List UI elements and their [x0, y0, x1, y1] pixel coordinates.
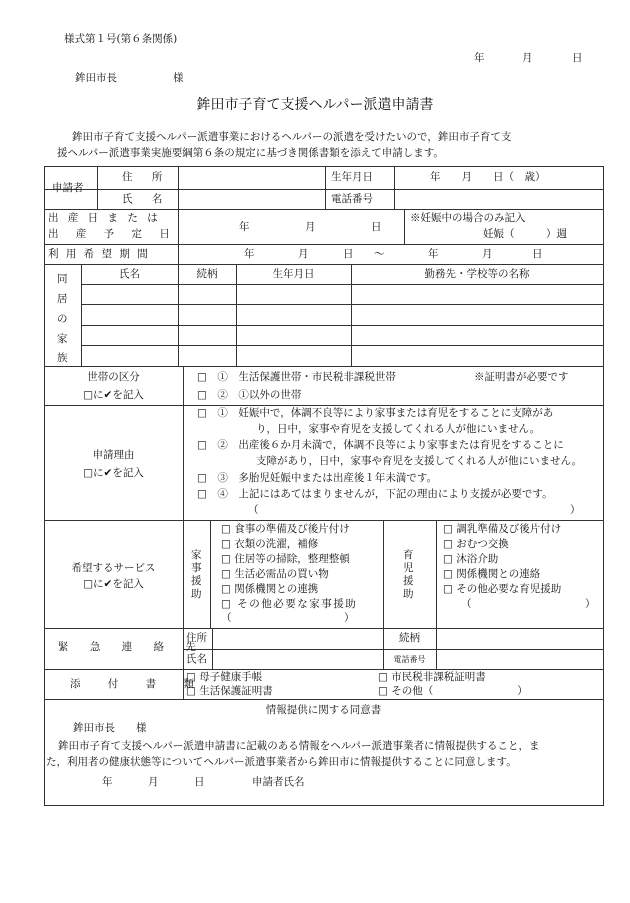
household-option-1[interactable]: □ ① 生活保護世帯・市民税非課税世帯 — [197, 371, 396, 383]
applicant-name-label: 氏 名 — [122, 193, 171, 205]
attachment-other[interactable]: □ その他（ ） — [378, 685, 528, 697]
childcare-item-diaper[interactable]: □ おむつ交換 — [443, 538, 509, 550]
housework-paren-close: ） — [344, 612, 355, 624]
consent-applicant-label: 申請者氏名 — [252, 776, 305, 788]
housework-item-liaison[interactable]: □ 関係機関との連携 — [221, 583, 319, 595]
housework-item-laundry[interactable]: □ 衣類の洗濯，補修 — [221, 538, 319, 550]
childcare-item-formula[interactable]: □ 調乳準備及び後片付け — [443, 523, 562, 535]
family-side-1: 同 — [57, 273, 68, 285]
due-label-1: 出 産 日 ま た は — [48, 212, 161, 224]
intro-line-2: 援ヘルパー派遣事業実施要綱第６条の規定に基づき関係書類を添えて申請します。 — [57, 147, 444, 159]
reason-option-1[interactable]: □ ① 妊娠中で，体調不良等により家事または育児をすることに支障があ — [197, 407, 554, 419]
due-weeks: 妊娠（ ）週 — [483, 228, 567, 240]
consent-date-month: 月 — [148, 776, 159, 788]
reason-paren-close: ） — [570, 504, 581, 516]
applicant-name-input[interactable] — [179, 190, 324, 208]
emergency-label: 緊 急 連 絡 先 — [58, 641, 205, 653]
reason-other-input[interactable] — [260, 503, 565, 518]
childcare-item-liaison[interactable]: □ 関係機関との連絡 — [443, 568, 541, 580]
household-option-1-note: ※証明書が必要です — [474, 371, 569, 383]
reason-instruction: □に✔を記入 — [83, 467, 144, 479]
due-year: 年 — [239, 221, 250, 233]
emergency-name-input[interactable] — [213, 650, 382, 668]
childcare-paren-close: ） — [585, 598, 596, 610]
family-header-workplace: 勤務先・学校等の名称 — [424, 268, 530, 280]
family-side-5: 族 — [57, 352, 68, 364]
addressee-sama: 様 — [173, 72, 184, 84]
family-header-name: 氏名 — [119, 268, 140, 280]
applicant-address-label: 住 所 — [122, 171, 171, 183]
attachments-label: 添 付 書 類 — [70, 678, 207, 690]
due-day: 日 — [371, 221, 382, 233]
family-header-relation: 続柄 — [196, 268, 218, 280]
page-title: 鉾田市子育て支援ヘルパー派遣申請書 — [196, 97, 434, 113]
childcare-item-bath[interactable]: □ 沐浴介助 — [443, 553, 499, 565]
period-end-day: 日 — [532, 248, 543, 260]
family-side-4: 家 — [57, 333, 68, 345]
reason-label: 申請理由 — [92, 449, 135, 461]
consent-text-2: た，利用者の健康状態等についてヘルパー派遣事業者から鉾田市に情報提供することに同意します。 — [46, 756, 517, 768]
period-label: 利 用 希 望 期 間 — [48, 248, 150, 260]
childcare-label-1: 育 — [403, 549, 414, 561]
reason-option-2[interactable]: □ ② 出産後６か月未満で，体調不良等により家事または育児をすることに — [197, 439, 564, 451]
consent-signature-input[interactable] — [312, 774, 512, 790]
housework-label-1: 家 — [191, 549, 202, 561]
emergency-address-input[interactable] — [213, 629, 382, 648]
reason-option-4[interactable]: □ ④ 上記にはあてはまりませんが，下記の理由により支援が必要です。 — [197, 488, 553, 500]
family-side-2: 居 — [57, 293, 68, 305]
family-side-3: の — [57, 313, 68, 325]
emergency-relation-label: 続柄 — [399, 632, 420, 644]
childcare-label-3: 援 — [403, 575, 414, 587]
housework-label-4: 助 — [191, 588, 202, 600]
childcare-item-other[interactable]: □ その他必要な育児援助 — [443, 583, 562, 595]
period-start-day: 日 — [343, 248, 354, 260]
period-tilde: 〜 — [374, 248, 385, 260]
period-end-year: 年 — [428, 248, 439, 260]
addressee: 鉾田市長 — [75, 72, 117, 84]
childcare-label-2: 児 — [403, 562, 414, 574]
emergency-address-label: 住所 — [186, 632, 207, 644]
household-instruction: □に✔を記入 — [83, 389, 144, 401]
consent-title: 情報提供に関する同意書 — [265, 704, 382, 716]
emergency-name-label: 氏名 — [186, 653, 207, 665]
family-header-birth: 生年月日 — [272, 268, 315, 280]
housework-item-cleaning[interactable]: □ 住居等の掃除，整理整頓 — [221, 553, 350, 565]
date-year: 年 — [474, 52, 485, 64]
period-start-month: 月 — [298, 248, 309, 260]
form-number: 様式第１号(第６条関係) — [64, 33, 178, 45]
household-option-2[interactable]: □ ② ①以外の世帯 — [197, 389, 302, 401]
attachment-welfare-cert[interactable]: □ 生活保護証明書 — [186, 685, 273, 697]
consent-date-year: 年 — [102, 776, 113, 788]
attachment-tax-exemption[interactable]: □ 市民税非課税証明書 — [378, 671, 486, 683]
consent-addressee: 鉾田市長 様 — [73, 722, 147, 734]
reason-option-3[interactable]: □ ③ 多胎児妊娠中または出産後１年未満です。 — [197, 472, 438, 484]
reason-option-1-cont: り，日中，家事や育児を支援してくれる人が他にいません。 — [256, 423, 541, 435]
housework-item-meal[interactable]: □ 食事の準備及び後片付け — [221, 523, 350, 535]
consent-date-day: 日 — [194, 776, 205, 788]
consent-text-1: 鉾田市子育て支援ヘルパー派遣申請書に記載のある情報をヘルパー派遣事業者に情報提供すること，ま — [58, 740, 540, 752]
housework-item-other[interactable]: □ その他必要な家事援助 — [221, 598, 358, 610]
due-month: 月 — [305, 221, 316, 233]
reason-paren-open: （ — [248, 504, 259, 516]
intro-line-1: 鉾田市子育て支援ヘルパー派遣事業におけるヘルパーの派遣を受けたいので，鉾田市子育て支 — [72, 131, 512, 143]
housework-item-shopping[interactable]: □ 生活必需品の買い物 — [221, 568, 329, 580]
period-start-year: 年 — [244, 248, 255, 260]
due-label-2: 出 産 予 定 日 — [48, 228, 177, 240]
emergency-phone-label: 電話番号 — [393, 655, 426, 664]
applicant-birth-label: 生年月日 — [331, 171, 373, 183]
childcare-label-4: 助 — [403, 588, 414, 600]
applicant-phone-label: 電話番号 — [331, 193, 373, 205]
housework-paren-open: （ — [221, 612, 232, 624]
applicant-address-input[interactable] — [179, 167, 324, 188]
housework-label-2: 事 — [191, 562, 202, 574]
period-end-month: 月 — [482, 248, 493, 260]
applicant-birth-format: 年 月 日（ 歳） — [430, 171, 546, 183]
attachment-maternal-handbook[interactable]: □ 母子健康手帳 — [186, 671, 263, 683]
due-note: ※妊娠中の場合のみ記入 — [410, 212, 526, 224]
reason-option-2-cont: 支障があり，日中，家事や育児を支援してくれる人が他にいません。 — [256, 455, 583, 467]
housework-label-3: 援 — [191, 575, 202, 587]
date-month: 月 — [522, 52, 533, 64]
applicant-phone-input[interactable] — [395, 190, 602, 208]
service-instruction: □に✔を記入 — [83, 578, 144, 590]
service-label: 希望するサービス — [71, 562, 156, 574]
childcare-paren-open: （ — [461, 598, 472, 610]
household-label: 世帯の区分 — [87, 371, 140, 383]
applicant-label: 申請者 — [52, 182, 84, 194]
date-day: 日 — [572, 52, 583, 64]
